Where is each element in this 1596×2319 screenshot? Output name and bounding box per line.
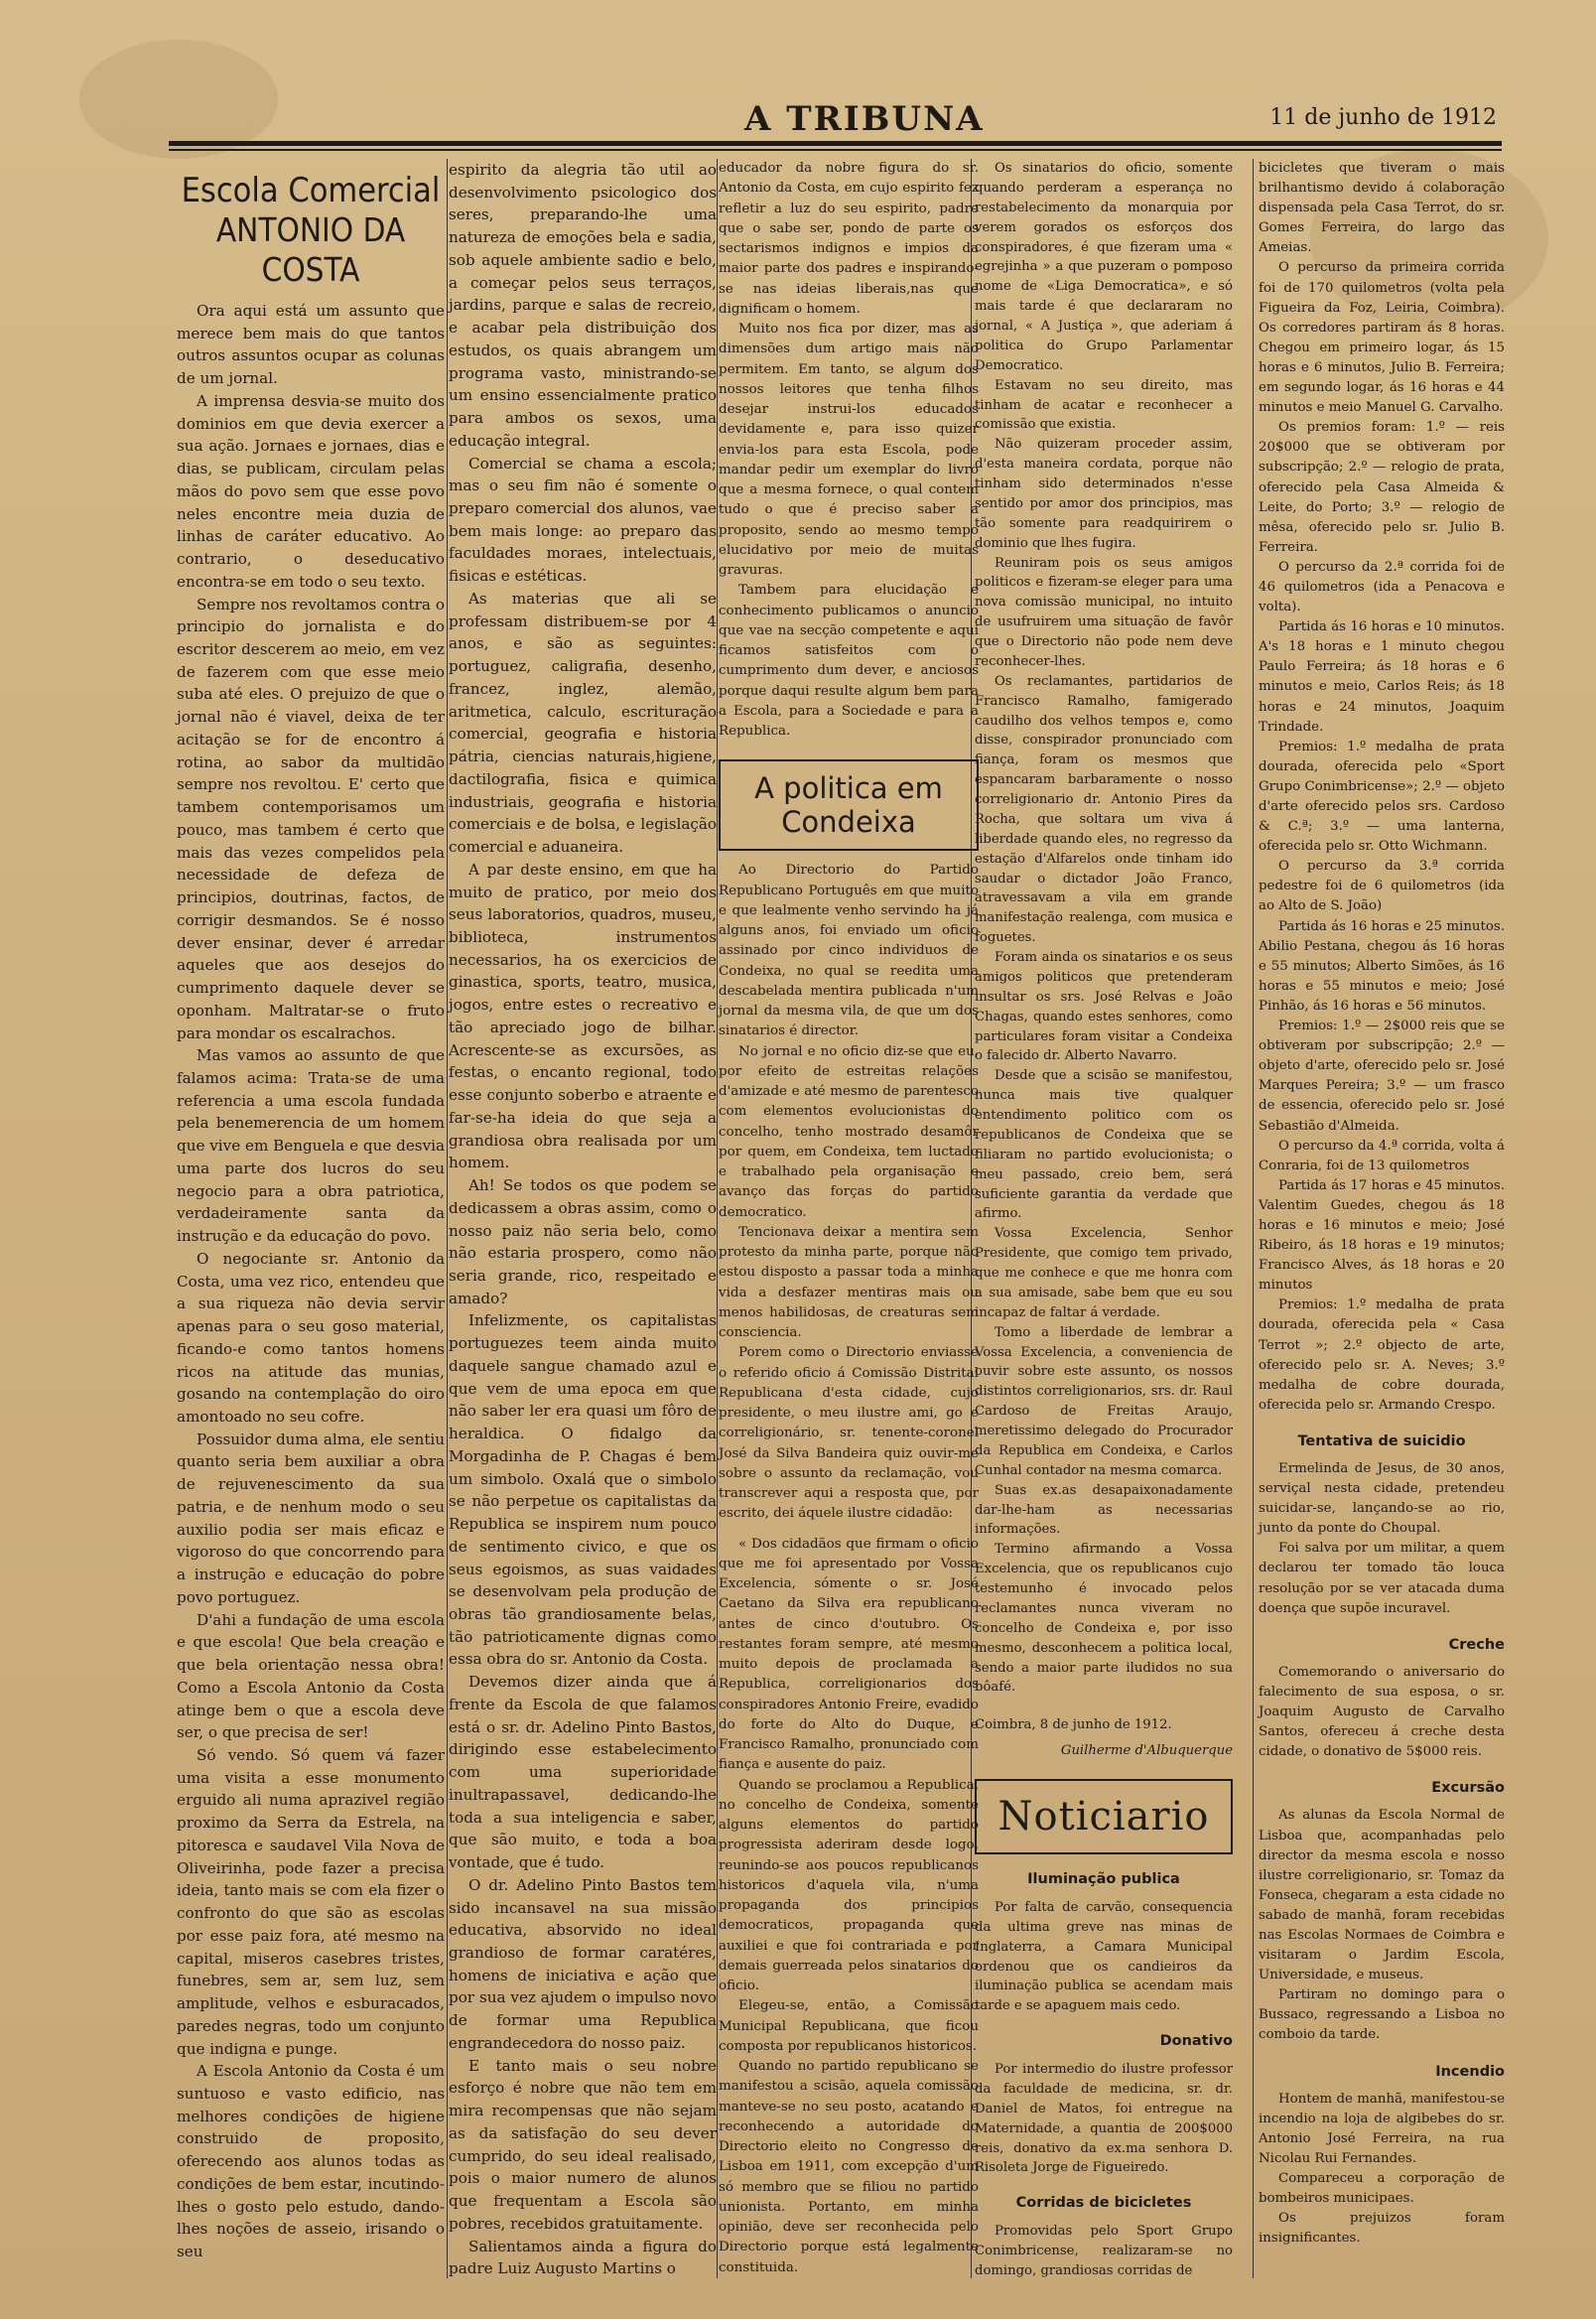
headline-line-1: Escola Comercial xyxy=(181,171,441,210)
paragraph: Premios: 1.º medalha de prata dourada, oferecida pelo «Sport Grupo Conimbricense»; 2.º — objeto d'arte oferecido pelos srs. Cardoso & C.ª; 3.º — uma lanterna, oferecida pelo sr. Otto Wichmann. xyxy=(1259,739,1505,855)
paragraph: Devemos dizer ainda que á frente da Escola de que falamos está o sr. dr. Adelino Pinto Bastos, dirigindo esse estabelecimento com uma superioridade inultrapassavel, dedicando-lhe toda a sua inteligencia e saber, que são muito, e toda a boa vontade, que é tudo. xyxy=(449,1673,717,1872)
paragraph: Ao Directorio do Partido Republicano Português em que muito e que lealmente venho servindo ha já alguns anos, foi enviado um oficio assinado por cinco individuos de Condeixa, no qual se reedita uma descabelada mentira publicada n'um jornal da mesma vila, de que um dos sinatarios é director. xyxy=(719,863,979,1039)
header-rule xyxy=(169,149,1502,151)
paragraph: A imprensa desvia-se muito dos dominios em que devia exercer a sua ação. Jornaes e jornaes, dias e dias, se publicam, circulam pelas mãos do povo sem que esse povo neles encontre meia duzia de linhas de caráter educativo. Ao contrario, o deseducativo encontra-se em todo o seu texto. xyxy=(177,391,445,591)
paragraph: Tambem para elucidação e conhecimento publicamos o anuncio que vae na secção competente e aqui ficamos satisfeitos com o cumprimento dum dever, e anciosos porque daqui resulte algum bem para a Escola, para a Sociedade e para a Republica. xyxy=(719,583,979,739)
column-5 xyxy=(1259,159,1505,2249)
news-heading: Iluminação publica xyxy=(1027,1871,1180,1887)
article-headline xyxy=(177,171,445,290)
paragraph: Comercial se chama a escola; mas o seu fim não é somente o preparo comercial dos alunos, vae bem mais longe: ao preparo das faculdades moraes, intelectuais, fisicas e estéticas. xyxy=(449,454,717,586)
paragraph: D'ahi a fundação de uma escola e que escola! Que bela creação e que bela orientação nessa obra! Como a Escola Antonio da Costa atinge bem o que a escola deve ser, o que precisa de ser! xyxy=(177,1610,445,1742)
issue-date: 11 de junho de 1912 xyxy=(1269,105,1497,130)
news-heading: Tentativa de suicidio xyxy=(1297,1432,1466,1449)
dateline: Coimbra, 8 de junho de 1912. xyxy=(975,1717,1172,1733)
column-1 xyxy=(177,159,445,2263)
paragraph: Elegeu-se, então, a Comissão Municipal Republicana, que ficou composta por republicanos historicos. xyxy=(719,1998,979,2054)
news-heading: Excursão xyxy=(1431,1780,1505,1797)
paragraph: Muito nos fica por dizer, mas as dimensões dum artigo mais não permitem. Em tanto, se algum dos nossos leitores que tenha filhos desejar instrui-los educados devidamente e, para isso quizer envia-los para esta Escola, pode mandar pedir um exemplar do livro que a mesma fornece, o qual contem tudo o que é preciso saber a proposito, sendo ao mesmo tempo elucidativo por meio de muitas gravuras. xyxy=(719,322,979,578)
column-4 xyxy=(975,159,1233,2281)
masthead xyxy=(169,99,1497,139)
paragraph: A par deste ensino, em que ha muito de pratico, por meio dos seus laboratorios, quadros, museu, biblioteca, instrumentos necessarios, ha os exercicios de ginastica, sports, teatro, musica, jogos, entre estes o recreativo e tão apreciado jogo de bilhar. Acrescente-se as excursões, as festas, o encanto regional, todo esse conjunto soberbo e atraente e far-se-ha ideia do que seja a grandiosa obra realisada por um homem. xyxy=(449,860,717,1172)
paragraph: Vossa Excelencia, Senhor Presidente, que comigo tem privado, que me conhece e que me honra com a sua amisade, sabe bem que eu sou incapaz de faltar á verdade. xyxy=(975,1226,1233,1320)
paragraph: Quando no partido republicano se manifestou a scisão, aquela comissão manteve-se no seu posto, acatando e reconhecendo a autoridade do Directorio eleito no Congresso de Lisboa em 1911, com excepção d'um só membro que se filiou no partido unionista. Portanto, em minha opinião, deve ser reconhecida pelo Directorio porque está legalmente constituida. xyxy=(719,2059,979,2275)
paragraph: Partiram no domingo para o Bussaco, regressando a Lisboa no comboio da tarde. xyxy=(1259,1987,1505,2043)
paragraph: Os prejuizos foram insignificantes. xyxy=(1259,2211,1505,2247)
paragraph: Foi salva por um militar, a quem declarou ter tomado tão louca resolução por se ver atacada duma doença que supõe incuravel. xyxy=(1259,1541,1505,1616)
paragraph: Quando se proclamou a Republica, no concelho de Condeixa, somente alguns elementos do partido progressista aderiram desde logo, reunindo-se aos poucos republicanos historicos d'aquela vila, n'uma propaganda dos principios democraticos, propaganda que auxiliei e que foi contrariada e por demais guerreada pelos sinatarios do oficio. xyxy=(719,1777,979,1993)
header-rule xyxy=(169,141,1502,146)
news-heading: Donativo xyxy=(1159,2033,1233,2050)
paragraph: Hontem de manhã, manifestou-se incendio na loja de algibebes do sr. Antonio José Ferreira, na rua Nicolau Rui Fernandes. xyxy=(1259,2091,1505,2166)
paragraph: Possuidor duma alma, ele sentiu quanto seria bem auxiliar a obra de rejuvenescimento da sua patria, e de nenhum modo o seu auxilio podia ser mais eficaz e vigoroso do que concorrendo para a instrução e educação do pobre povo portuguez. xyxy=(177,1430,445,1606)
paragraph: As alunas da Escola Normal de Lisboa que, acompanhadas pelo director da mesma escola e nosso ilustre correligionario, sr. Tomaz da Fonseca, chegaram a esta cidade no sabado de manhã, foram recebidas nas Escolas Normaes de Coimbra e visitaram o Jardim Escola, Universidade, e museus. xyxy=(1259,1808,1505,1983)
headline-line-2: ANTONIO DA COSTA xyxy=(215,210,406,289)
signature: Guilherme d'Albuquerque xyxy=(1060,1743,1233,1759)
section-title-noticiario: Noticiario xyxy=(975,1779,1233,1854)
paragraph: educador da nobre figura do sr. Antonio da Costa, em cujo espirito fez refletir a luz do seu espirito, padre que o sabe ser, pondo de parte os sectarismos indignos e impios da maior parte dos padres e inspirando-se nas ideias liberais,nas que dignificam o homem. xyxy=(719,161,979,317)
paragraph: espirito da alegria tão util ao desenvolvimento psicologico dos seres, preparando-lhe uma natureza de emoções bela e sadia, sob aquele ambiente sadio e belo, a começar pelos seus terraços, jardins, parque e salas de recreio, e acabar pela distribuição dos estudos, os quais abrangem um programa vasto, ministrando-se um ensino essencialmente pratico para ambos os sexos, uma educação integral. xyxy=(449,161,717,450)
paragraph: O percurso da 3.ª corrida pedestre foi de 6 quilometros (ida ao Alto de S. João) xyxy=(1259,859,1505,914)
paragraph: Premios: 1.º medalha de prata dourada, oferecida pela « Casa Terrot »; 2.º objecto de arte, oferecido pelo sr. A. Neves; 3.º medalha de cobre dourada, oferecida pelo sr. Armando Crespo. xyxy=(1259,1297,1505,1413)
paragraph: Estavam no seu direito, mas tinham de acatar e reconhecer a comissão que existia. xyxy=(975,377,1233,433)
paragraph: E tanto mais o seu nobre esforço é nobre que não tem em mira recompensas que não sejam as da satisfação do seu dever cumprido, do seu ideal realisado, pois o maior numero de alunos que frequentam a Escola são pobres, recebidos gratuitamente. xyxy=(449,2056,717,2233)
paragraph: bicicletes que tiveram o mais brilhantismo devido á colaboração dispensada pela Casa Terrot, do sr. Gomes Ferreira, do largo das Ameias. xyxy=(1259,161,1505,256)
paragraph: Partida ás 16 horas e 25 minutos. Abilio Pestana, chegou ás 16 horas e 55 minutos; Alberto Simões, ás 16 horas e 55 minutos e meio; José Pinhão, ás 16 horas e 56 minutos. xyxy=(1259,918,1505,1014)
paragraph: Partida ás 16 horas e 10 minutos. A's 18 horas e 1 minuto chegou Paulo Ferreira; ás 18 horas e 6 minutos e meio, Carlos Reis; ás 18 horas e 24 minutos, Joaquim Trindade. xyxy=(1259,619,1505,735)
paragraph: Tomo a liberdade de lembrar a Vossa Excelencia, a conveniencia de ouvir sobre este assunto, os nossos distintos correligionarios, srs. dr. Raul Cardoso de Freitas Araujo, meretissimo delegado do Procurador da Republica em Condeixa, e Carlos Cunhal contador na mesma comarca. xyxy=(975,1324,1233,1478)
paragraph: Infelizmente, os capitalistas portuguezes teem ainda muito daquele sangue chamado azul e que vem de uma epoca em que não saber ler era quasi um fôro de heraldica. O fidalgo da Morgadinha de P. Chagas é bem um simbolo. Oxalá que o simbolo se não perpetue os capitalistas da Republica se inspirem num pouco de sentimento civico, e que os seus egoismos, as suas vaidades se desenvolvam pela produção de obras tão grandiosamente belas, tão patrioticamente dignas como essa obra do sr. Antonio da Costa. xyxy=(449,1311,717,1669)
paragraph: No jornal e no oficio diz-se que eu, por efeito de estreitas relações d'amizade e até mesmo de parentesco com elementos evolucionistas do concelho, tenho mostrado desamôr por quem, em Condeixa, tem luctado e trabalhado pela organisação e avanço das forças do partido democratico. xyxy=(719,1043,979,1220)
paragraph: O percurso da 4.ª corrida, volta á Conraria, foi de 13 quilometros xyxy=(1259,1138,1505,1173)
paragraph: « Dos cidadãos que firmam o oficio que me foi apresentado por Vossa Excelencia, sómente o sr. José Caetano da Silva era republicano antes de cinco d'outubro. Os restantes foram sempre, até mesmo muito depois de proclamada a Republica, correligionarios dos conspiradores Antonio Freire, evadido do forte do Alto do Duque, e Francisco Ramalho, pronunciado com fiança e ausente do paiz. xyxy=(719,1536,979,1773)
column-3 xyxy=(719,159,979,2278)
paragraph: Ora aqui está um assunto que merece bem mais do que tantos outros assuntos ocupar as colunas de um jornal. xyxy=(177,302,445,388)
column-divider xyxy=(1253,159,1254,2278)
paragraph: Sempre nos revoltamos contra o principio do jornalista e do escritor descerem ao meio, em vez de fazerem com que esse meio suba até eles. O prejuizo de que o jornal não é viavel, deixa de ter acitação se for de encontro á rotina, ao sabor da multidão sempre nos revoltou. E' certo que tambem contemporisamos um pouco, mas tambem é certo que mais das vezes compelidos pela necessidade de defeza de principios, doutrinas, factos, de corrigir desmandos. Se é nosso dever ensinar, dever é arredar aqueles que aos desejos do cumprimento daquele dever se oponham. Maltratar-se o fruto para mondar os escalrachos. xyxy=(177,595,445,1042)
paragraph: Tencionava deixar a mentira sem protesto da minha parte, porque não estou disposto a passar toda a minha vida a desfazer mentiras mais ou menos habilidosas, de creaturas sem consciencia. xyxy=(719,1224,979,1340)
paragraph: Compareceu a corporação de bombeiros municipaes. xyxy=(1259,2171,1505,2207)
paragraph: Promovidas pelo Sport Grupo Conimbricense, realizaram-se no domingo, grandiosas corridas de xyxy=(975,2224,1233,2278)
paragraph: O dr. Adelino Pinto Bastos tem sido incansavel na sua missão educativa, absorvido no ideal grandioso de formar caratéres, homens de iniciativa e ação que por sua vez ajudem o impulso novo de formar uma Republica engrandecedora do nosso paiz. xyxy=(449,1875,717,2052)
paragraph: Por intermedio do ilustre professor da faculdade de medicina, sr. dr. Daniel de Matos, foi entregue na Maternidade, a quantia de 200$000 reis, donativo da ex.ma senhora D. Risoleta Jorge de Figueiredo. xyxy=(975,2062,1233,2176)
paragraph: Os premios foram: 1.º — reis 20$000 que se obtiveram por subscripção; 2.º — relogio de prata, oferecido pela Casa Almeida & Leite, do Porto; 3.º — relogio de mêsa, oferecido pelo sr. Julio B. Ferreira. xyxy=(1259,420,1505,555)
paragraph: O percurso da primeira corrida foi de 170 quilometros (volta pela Figueira da Foz, Leiria, Coimbra). Os corredores partiram ás 8 horas. Chegou em primeiro logar, ás 15 horas e 6 minutos, Julio B. Ferreira; em segundo logar, ás 16 horas e 44 minutos e meio Manuel G. Carvalho. xyxy=(1259,260,1505,416)
news-heading: Creche xyxy=(1448,1636,1505,1653)
paragraph: Comemorando o aniversario do falecimento de sua esposa, o sr. Joaquim Augusto de Carvalho Santos, ofereceu á creche desta cidade, o donativo de 5$000 reis. xyxy=(1259,1664,1505,1760)
paragraph: O negociante sr. Antonio da Costa, uma vez rico, entendeu que a sua riqueza não devia servir apenas para o seu goso material, ficando-e como tantos homens ricos na atitude das munias, gosando na contemplação do oiro amontoado no seu cofre. xyxy=(177,1249,445,1426)
paragraph: Não quizeram proceder assim, d'esta maneira cordata, porque não tinham sido determinados n'esse sentido por amor dos principios, mas tão somente para readquirirem o dominio que lhes fugira. xyxy=(975,437,1233,551)
paragraph: Desde que a scisão se manifestou, nunca mais tive qualquer entendimento politico com os republicanos de Condeixa que se filiaram no partido evolucionista; o meu passado, creio bem, será suficiente garantia da verdade que afirmo. xyxy=(975,1068,1233,1222)
news-heading: Corridas de bicicletes xyxy=(1015,2195,1192,2212)
paragraph: As materias que ali se professam distribuem-se por 4 anos, e são as seguintes: portuguez, caligrafia, desenho, francez, inglez, alemão, aritmetica, calculo, escrituração comercial, geografia e historia pátria, ciencias naturais,higiene, dactilografia, fisica e quimica industriais, geografia e historia comerciais e de bolsa, e legislação comercial e aduaneira. xyxy=(449,589,717,857)
paragraph: Por falta de carvão, consequencia da ultima greve nas minas de Inglaterra, a Camara Municipal ordenou que os candieiros da iluminação publica se acendam mais tarde e se apaguem mais cedo. xyxy=(975,1899,1233,2014)
paragraph: Suas ex.as desapaixonadamente dar-lhe-ham as necessarias informações. xyxy=(975,1482,1233,1538)
article-headline-condeixa: A politica em Condeixa xyxy=(719,759,979,851)
paragraph: Só vendo. Só quem vá fazer uma visita a esse monumento erguido ali numa aprazivel região proximo da Serra da Estrela, na pitoresca e saudavel Vila Nova de Oliveirinha, pode fazer a precisa ideia, tanto mais se com ela fizer o confronto do que são as escolas por esse paiz fora, até mesmo na capital, miseros casebres tristes, funebres, sem ar, sem luz, sem amplitude, velhos e esburacados, paredes negras, todo um conjunto que indigna e punge. xyxy=(177,1746,445,2058)
paragraph: Os reclamantes, partidarios de Francisco Ramalho, famigerado caudilho dos velhos tempos e, como disse, conspirador pronunciado com fiança, foram os mesmos que espancaram barbaramente o nosso correligionario dr. Antonio Pires da Rocha, que soltara um viva á liberdade quando eles, no regresso da estação d'Alfarelos onde tinham ido saudar o dictador João Franco, atravessavam a vila em grande manifestação realenga, com musica e foguetes. xyxy=(975,673,1233,946)
paragraph: Termino afirmando a Vossa Excelencia, que os republicanos cujo testemunho é invocado pelos reclamantes nunca viveram no concelho de Condeixa e, por isso mesmo, desconhecem a politica local, sendo a maior parte iludidos no sua bôafé. xyxy=(975,1542,1233,1696)
column-2 xyxy=(449,159,717,2280)
paragraph: Ah! Se todos os que podem se dedicassem a obras assim, como o nosso paiz não seria belo, como não estaria prospero, como não seria grande, rico, respeitado e amado? xyxy=(449,1176,717,1307)
paragraph: Mas vamos ao assunto de que falamos acima: Trata-se de uma referencia a uma escola fundada pela benemerencia de um homem que vive em Benguela e que desvia uma parte dos lucros do seu negocio para a obra patriotica, verdadeiramente santa da instrução e da educação do povo. xyxy=(177,1046,445,1246)
paragraph: Foram ainda os sinatarios e os seus amigos politicos que pretenderam insultar os srs. José Relvas e João Chagas, quando estes senhores, como particulares foram visitar a Condeixa o falecido dr. Alberto Navarro. xyxy=(975,950,1233,1064)
paragraph: A Escola Antonio da Costa é um suntuoso e vasto edificio, nas melhores condições de higiene construido de proposito, oferecendo aos alunos todas as condições de bem estar, incutindo-lhes o gosto pelo estudo, dando-lhes noções de asseio, irisando o seu xyxy=(177,2062,445,2261)
column-divider xyxy=(447,159,448,2278)
column-divider xyxy=(717,159,718,2278)
paragraph: O percurso da 2.ª corrida foi de 46 quilometros (ida a Penacova e volta). xyxy=(1259,559,1505,615)
paragraph: Premios: 1.º — 2$000 reis que se obtiveram por subscripção; 2.º — objeto d'arte, oferecido pelo sr. José Marques Pereira; 3.º — um frasco de essencia, oferecido pelo sr. José Sebastião d'Almeida. xyxy=(1259,1019,1505,1134)
publication-title: A TRIBUNA xyxy=(744,99,985,139)
paragraph: Os sinatarios do oficio, somente quando perderam a esperança no restabelecimento da monarquia por verem gorados os esforços dos conspiradores, é que fizeram uma « egrejinha » a que puzeram o pomposo nome de «Liga Democratica», e só mais tarde é que declararam no jornal, « A Justiça », que aderiam á politica do Grupo Parlamentar Democratico. xyxy=(975,161,1233,373)
paragraph: Porem como o Directorio enviasse o referido oficio á Comissão Distrital Republicana d'esta cidade, cujo presidente, o meu ilustre ami, go e correligionário, sr. tenente-coronel José da Silva Bandeira quiz ouvir-me sobre o assunto da reclamação, vou transcrever aqui a resposta que, por escrito, dei áquele ilustre cidadão: xyxy=(719,1345,979,1522)
news-heading: Incendio xyxy=(1435,2063,1505,2080)
paragraph: Partida ás 17 horas e 45 minutos. Valentim Guedes, chegou ás 18 horas e 16 minutos e meio; José Ribeiro, ás 18 horas e 19 minutos; Francisco Alves, ás 18 horas e 20 minutos xyxy=(1259,1177,1505,1294)
paragraph: Reuniram pois os seus amigos politicos e fizeram-se eleger para uma nova comissão municipal, no intuito de usufruirem uma situação de favôr que o Directorio não pode nem deve reconhecer-lhes. xyxy=(975,555,1233,669)
paragraph: Salientamos ainda a figura do padre Luiz Augusto Martins o xyxy=(449,2237,717,2278)
paragraph: Ermelinda de Jesus, de 30 anos, serviçal nesta cidade, pretendeu suicidar-se, lançando-se ao rio, junto da ponte do Choupal. xyxy=(1259,1461,1505,1537)
